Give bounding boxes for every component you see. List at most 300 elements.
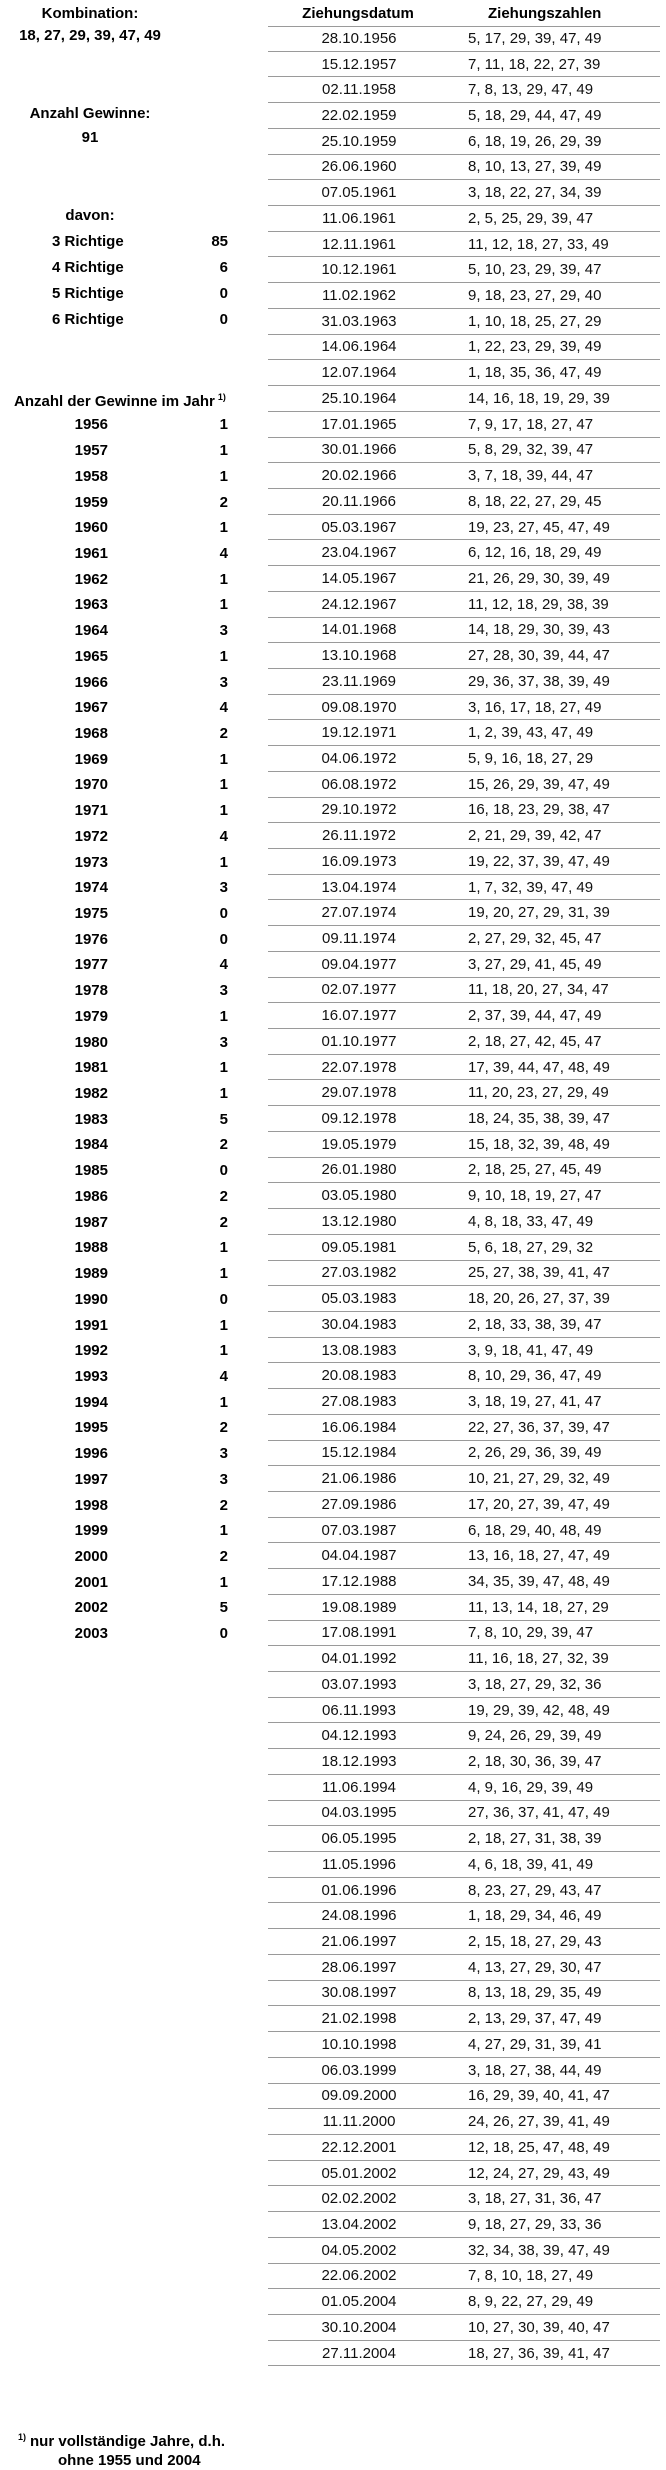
draw-numbers: 6, 18, 19, 26, 29, 39 — [468, 132, 602, 150]
year-win-count: 1 — [219, 802, 228, 820]
draw-date: 19.05.1979 — [321, 1135, 397, 1153]
year-win-count: 1 — [219, 776, 228, 794]
year-win-count: 1 — [219, 1239, 228, 1257]
draw-numbers: 3, 27, 29, 41, 45, 49 — [468, 955, 602, 973]
table-row — [268, 952, 660, 978]
table-row — [268, 2186, 660, 2212]
draw-date: 26.11.1972 — [322, 827, 396, 845]
draw-date: 04.04.1987 — [321, 1547, 397, 1565]
draw-date: 29.10.1972 — [321, 801, 397, 819]
draw-numbers: 2, 13, 29, 37, 47, 49 — [468, 2010, 602, 2028]
table-row — [268, 1209, 660, 1235]
table-row — [268, 1672, 660, 1698]
year-win-count: 1 — [219, 1059, 228, 1077]
draw-date: 09.05.1981 — [321, 1238, 397, 1256]
table-row — [268, 2084, 660, 2110]
year-value: 2000 — [74, 1547, 108, 1565]
year-value: 1971 — [74, 802, 108, 820]
draw-numbers: 19, 29, 39, 42, 48, 49 — [468, 1701, 610, 1719]
draw-date: 14.01.1968 — [321, 621, 397, 639]
draw-date: 04.03.1995 — [321, 1804, 397, 1822]
table-row — [268, 2109, 660, 2135]
draw-date: 27.11.2004 — [322, 2344, 396, 2362]
year-row — [0, 1132, 260, 1158]
year-win-count: 1 — [219, 1265, 228, 1283]
draw-numbers: 17, 20, 27, 39, 47, 49 — [468, 1495, 610, 1513]
table-row — [268, 232, 660, 258]
draw-date: 13.08.1983 — [321, 1341, 397, 1359]
table-row — [268, 1903, 660, 1929]
table-row — [268, 1029, 660, 1055]
year-win-count: 1 — [219, 442, 228, 460]
richtige-count: 6 — [219, 259, 228, 276]
draw-date: 21.06.1986 — [321, 1470, 397, 1488]
year-win-count: 1 — [219, 1573, 228, 1591]
draw-numbers: 9, 18, 27, 29, 33, 36 — [468, 2215, 602, 2233]
draw-date: 14.05.1967 — [321, 569, 397, 587]
draw-date: 19.12.1971 — [321, 724, 397, 742]
year-row — [0, 772, 260, 798]
year-row — [0, 1492, 260, 1518]
year-win-count: 1 — [219, 467, 228, 485]
draw-date: 16.07.1977 — [321, 1007, 397, 1025]
footnote-text: nur vollständige Jahre, d.h. — [30, 2433, 226, 2450]
draw-numbers: 19, 22, 37, 39, 47, 49 — [468, 852, 610, 870]
year-row — [0, 1184, 260, 1210]
year-win-count: 3 — [219, 879, 228, 897]
table-row — [268, 1981, 660, 2007]
draw-numbers: 5, 18, 29, 44, 47, 49 — [468, 107, 602, 125]
table-row — [268, 1878, 660, 1904]
year-row — [0, 721, 260, 747]
footnote-line-1 — [18, 2428, 225, 2451]
year-row — [0, 849, 260, 875]
draw-date: 12.07.1964 — [321, 364, 397, 382]
year-win-count: 2 — [219, 724, 228, 742]
davon-label: davon: — [65, 207, 115, 224]
draw-date: 03.05.1980 — [321, 1187, 397, 1205]
draw-date: 26.06.1960 — [321, 158, 397, 176]
draw-numbers: 7, 9, 17, 18, 27, 47 — [468, 415, 594, 433]
year-value: 2001 — [74, 1573, 108, 1591]
table-row — [268, 1955, 660, 1981]
table-row — [268, 1106, 660, 1132]
draw-date: 16.09.1973 — [321, 852, 397, 870]
draw-date: 15.12.1957 — [321, 55, 397, 73]
draw-numbers: 19, 23, 27, 45, 47, 49 — [468, 518, 610, 536]
draw-date: 11.02.1962 — [322, 287, 396, 305]
table-row — [268, 1723, 660, 1749]
table-row — [268, 2264, 660, 2290]
draw-numbers: 2, 37, 39, 44, 47, 49 — [468, 1007, 602, 1025]
year-win-count: 4 — [219, 544, 228, 562]
draw-date: 04.05.2002 — [321, 2241, 397, 2259]
table-row — [268, 1415, 660, 1441]
draw-date: 01.10.1977 — [321, 1032, 397, 1050]
draw-numbers: 16, 29, 39, 40, 41, 47 — [468, 2087, 610, 2105]
year-win-count: 0 — [219, 1162, 228, 1180]
year-row — [0, 515, 260, 541]
draw-numbers: 7, 11, 18, 22, 27, 39 — [468, 55, 601, 73]
year-row — [0, 1441, 260, 1467]
year-value: 1966 — [74, 673, 108, 691]
draw-numbers: 25, 27, 38, 39, 41, 47 — [468, 1264, 610, 1282]
year-row — [0, 566, 260, 592]
year-value: 1986 — [74, 1187, 108, 1205]
year-win-count: 3 — [219, 673, 228, 691]
table-row — [268, 463, 660, 489]
draw-numbers: 11, 13, 14, 18, 27, 29 — [468, 1598, 609, 1616]
draw-date: 28.10.1956 — [321, 30, 397, 48]
draw-numbers: 19, 20, 27, 29, 31, 39 — [468, 904, 610, 922]
year-value: 1980 — [74, 1033, 108, 1051]
draw-numbers: 8, 10, 29, 36, 47, 49 — [468, 1367, 602, 1385]
year-row — [0, 901, 260, 927]
draw-numbers: 4, 8, 18, 33, 47, 49 — [468, 1212, 594, 1230]
year-win-count: 5 — [219, 1110, 228, 1128]
draw-date: 30.10.2004 — [321, 2318, 397, 2336]
year-value: 1983 — [74, 1110, 108, 1128]
year-row — [0, 1235, 260, 1261]
draws-table-body — [268, 26, 660, 2366]
draw-date: 18.12.1993 — [321, 1753, 397, 1771]
table-row — [268, 1621, 660, 1647]
year-row — [0, 1209, 260, 1235]
kombination-value: 18, 27, 29, 39, 47, 49 — [19, 27, 161, 44]
year-row — [0, 1081, 260, 1107]
draw-numbers: 9, 18, 23, 27, 29, 40 — [468, 287, 602, 305]
draw-numbers: 8, 23, 27, 29, 43, 47 — [468, 1881, 602, 1899]
year-row — [0, 1004, 260, 1030]
draw-numbers: 4, 27, 29, 31, 39, 41 — [468, 2035, 602, 2053]
draw-numbers: 12, 18, 25, 47, 48, 49 — [468, 2138, 610, 2156]
draw-numbers: 11, 16, 18, 27, 32, 39 — [468, 1650, 609, 1668]
year-value: 1984 — [74, 1136, 108, 1154]
table-row — [268, 2058, 660, 2084]
year-value: 1985 — [74, 1162, 108, 1180]
year-win-count: 3 — [219, 1445, 228, 1463]
table-row — [268, 2032, 660, 2058]
draw-numbers: 3, 16, 17, 18, 27, 49 — [468, 698, 602, 716]
year-value: 1969 — [74, 750, 108, 768]
year-win-count: 3 — [219, 622, 228, 640]
draw-date: 23.04.1967 — [321, 544, 397, 562]
draw-numbers: 5, 6, 18, 27, 29, 32 — [468, 1238, 594, 1256]
richtige-label: 6 Richtige — [52, 311, 124, 328]
draw-numbers: 3, 18, 19, 27, 41, 47 — [468, 1392, 602, 1410]
year-win-count: 2 — [219, 1187, 228, 1205]
draw-date: 26.01.1980 — [321, 1161, 397, 1179]
draw-date: 17.12.1988 — [321, 1572, 397, 1590]
year-win-count: 0 — [219, 1625, 228, 1643]
draw-numbers: 1, 18, 35, 36, 47, 49 — [468, 364, 602, 382]
draw-numbers: 5, 10, 23, 29, 39, 47 — [468, 261, 602, 279]
year-value: 1975 — [74, 905, 108, 923]
footnote — [18, 2428, 225, 2470]
year-row — [0, 1364, 260, 1390]
table-row — [268, 155, 660, 181]
table-row — [268, 798, 660, 824]
draw-numbers: 4, 6, 18, 39, 41, 49 — [468, 1855, 594, 1873]
draw-numbers: 1, 7, 32, 39, 47, 49 — [468, 878, 594, 896]
table-row — [268, 129, 660, 155]
year-value: 1964 — [74, 622, 108, 640]
draw-numbers: 7, 8, 13, 29, 47, 49 — [468, 81, 594, 99]
year-row — [0, 746, 260, 772]
table-row — [268, 1389, 660, 1415]
year-value: 1963 — [74, 596, 108, 614]
draw-numbers: 2, 18, 33, 38, 39, 47 — [468, 1315, 602, 1333]
draw-numbers: 1, 2, 39, 43, 47, 49 — [468, 724, 594, 742]
table-row — [268, 360, 660, 386]
table-row — [268, 1543, 660, 1569]
draw-numbers: 11, 18, 20, 27, 34, 47 — [468, 981, 609, 999]
year-win-count: 1 — [219, 750, 228, 768]
year-value: 1981 — [74, 1059, 108, 1077]
year-win-count: 0 — [219, 930, 228, 948]
year-row — [0, 1286, 260, 1312]
draw-date: 30.01.1966 — [321, 441, 397, 459]
richtige-count: 0 — [219, 311, 228, 328]
year-value: 1998 — [74, 1496, 108, 1514]
table-row — [268, 2212, 660, 2238]
draw-date: 25.10.1959 — [321, 132, 397, 150]
table-row — [268, 1158, 660, 1184]
year-win-count: 1 — [219, 596, 228, 614]
year-win-count: 3 — [219, 1033, 228, 1051]
year-row — [0, 1595, 260, 1621]
draw-numbers: 1, 18, 29, 34, 46, 49 — [468, 1907, 602, 1925]
draw-numbers: 29, 36, 37, 38, 39, 49 — [468, 672, 610, 690]
year-row — [0, 798, 260, 824]
table-row — [268, 1466, 660, 1492]
draw-date: 05.03.1983 — [321, 1290, 397, 1308]
year-row — [0, 1029, 260, 1055]
draw-date: 05.03.1967 — [321, 518, 397, 536]
draw-numbers: 22, 27, 36, 37, 39, 47 — [468, 1418, 610, 1436]
table-row — [268, 823, 660, 849]
draw-date: 22.07.1978 — [321, 1058, 397, 1076]
year-win-count: 1 — [219, 647, 228, 665]
year-value: 1992 — [74, 1342, 108, 1360]
table-row — [268, 283, 660, 309]
draw-date: 02.02.2002 — [321, 2190, 397, 2208]
table-row — [268, 2289, 660, 2315]
draw-numbers: 5, 8, 29, 32, 39, 47 — [468, 441, 594, 459]
year-win-count: 1 — [219, 1393, 228, 1411]
year-value: 1996 — [74, 1445, 108, 1463]
year-value: 1970 — [74, 776, 108, 794]
table-row — [268, 386, 660, 412]
table-row — [268, 1775, 660, 1801]
table-row — [268, 335, 660, 361]
draw-numbers: 3, 18, 27, 31, 36, 47 — [468, 2190, 602, 2208]
draw-date: 13.10.1968 — [321, 647, 397, 665]
draw-numbers: 8, 18, 22, 27, 29, 45 — [468, 492, 602, 510]
year-value: 1961 — [74, 544, 108, 562]
year-row — [0, 695, 260, 721]
kombination-label: Kombination: — [41, 5, 139, 22]
draw-numbers: 2, 15, 18, 27, 29, 43 — [468, 1933, 602, 1951]
year-win-count: 1 — [219, 1316, 228, 1334]
year-win-count: 4 — [219, 956, 228, 974]
draw-date: 10.10.1998 — [321, 2035, 397, 2053]
draw-date: 27.08.1983 — [321, 1392, 397, 1410]
year-value: 2003 — [74, 1625, 108, 1643]
year-value: 1967 — [74, 699, 108, 717]
table-row — [268, 1749, 660, 1775]
draw-date: 22.02.1959 — [321, 107, 397, 125]
draw-date: 04.06.1972 — [321, 749, 397, 767]
year-row — [0, 1466, 260, 1492]
year-win-count: 3 — [219, 982, 228, 1000]
table-row — [268, 669, 660, 695]
year-win-count: 4 — [219, 699, 228, 717]
per-year-title-text: Anzahl der Gewinne im Jahr — [14, 393, 215, 410]
table-row — [268, 1080, 660, 1106]
year-row — [0, 1415, 260, 1441]
year-value: 1999 — [74, 1522, 108, 1540]
draw-numbers: 6, 18, 29, 40, 48, 49 — [468, 1521, 602, 1539]
draw-numbers: 8, 10, 13, 27, 39, 49 — [468, 158, 602, 176]
year-value: 1991 — [74, 1316, 108, 1334]
draw-numbers: 15, 26, 29, 39, 47, 49 — [468, 775, 610, 793]
draw-numbers: 2, 18, 27, 42, 45, 47 — [468, 1032, 602, 1050]
draw-numbers: 32, 34, 38, 39, 47, 49 — [468, 2241, 610, 2259]
year-win-count: 2 — [219, 1496, 228, 1514]
year-row — [0, 489, 260, 515]
draw-numbers: 8, 9, 22, 27, 29, 49 — [468, 2293, 594, 2311]
table-row — [268, 1183, 660, 1209]
table-row — [268, 1003, 660, 1029]
draw-date: 31.03.1963 — [321, 312, 397, 330]
year-value: 1997 — [74, 1470, 108, 1488]
year-row — [0, 952, 260, 978]
richtige-label: 3 Richtige — [52, 233, 124, 250]
richtige-count: 0 — [219, 285, 228, 302]
draw-date: 07.03.1987 — [321, 1521, 397, 1539]
table-row — [268, 618, 660, 644]
draw-date: 17.08.1991 — [321, 1624, 397, 1642]
table-row — [268, 77, 660, 103]
draw-numbers: 7, 8, 10, 29, 39, 47 — [468, 1624, 594, 1642]
draw-date: 11.05.1996 — [322, 1855, 396, 1873]
year-win-count: 1 — [219, 1522, 228, 1540]
table-row — [268, 566, 660, 592]
table-row — [268, 1261, 660, 1287]
year-value: 1958 — [74, 467, 108, 485]
year-value: 1965 — [74, 647, 108, 665]
year-value: 1987 — [74, 1213, 108, 1231]
draw-date: 30.08.1997 — [321, 1984, 397, 2002]
draw-numbers: 5, 17, 29, 39, 47, 49 — [468, 30, 602, 48]
draw-date: 06.05.1995 — [321, 1830, 397, 1848]
year-win-count: 1 — [219, 1342, 228, 1360]
year-row — [0, 1518, 260, 1544]
draw-numbers: 1, 10, 18, 25, 27, 29 — [468, 312, 602, 330]
draw-numbers: 21, 26, 29, 30, 39, 49 — [468, 569, 610, 587]
table-row — [268, 103, 660, 129]
year-value: 1988 — [74, 1239, 108, 1257]
draw-date: 03.07.1993 — [321, 1675, 397, 1693]
table-row — [268, 746, 660, 772]
draw-numbers: 14, 18, 29, 30, 39, 43 — [468, 621, 610, 639]
year-win-count: 2 — [219, 1136, 228, 1154]
year-value: 1978 — [74, 982, 108, 1000]
draw-numbers: 2, 18, 25, 27, 45, 49 — [468, 1161, 602, 1179]
table-row — [268, 1492, 660, 1518]
table-row — [268, 1363, 660, 1389]
table-row — [268, 1852, 660, 1878]
table-row — [268, 1518, 660, 1544]
column-header-numbers: Ziehungszahlen — [488, 4, 602, 22]
year-win-count: 2 — [219, 1213, 228, 1231]
year-win-count: 3 — [219, 1470, 228, 1488]
draw-date: 09.12.1978 — [321, 1110, 397, 1128]
draw-numbers: 14, 16, 18, 19, 29, 39 — [468, 389, 610, 407]
draw-date: 27.03.1982 — [321, 1264, 397, 1282]
table-row — [268, 720, 660, 746]
draw-numbers: 3, 7, 18, 39, 44, 47 — [468, 467, 594, 485]
year-row — [0, 1312, 260, 1338]
draw-numbers: 4, 9, 16, 29, 39, 49 — [468, 1778, 594, 1796]
year-value: 1968 — [74, 724, 108, 742]
year-value: 1976 — [74, 930, 108, 948]
table-row — [268, 900, 660, 926]
draw-numbers: 7, 8, 10, 18, 27, 49 — [468, 2267, 594, 2285]
year-value: 1962 — [74, 570, 108, 588]
table-row — [268, 206, 660, 232]
year-win-count: 4 — [219, 827, 228, 845]
year-row — [0, 1338, 260, 1364]
richtige-label: 5 Richtige — [52, 285, 124, 302]
draw-numbers: 5, 9, 16, 18, 27, 29 — [468, 749, 594, 767]
draw-date: 02.07.1977 — [321, 981, 397, 999]
table-row — [268, 309, 660, 335]
draw-date: 01.05.2004 — [321, 2293, 397, 2311]
year-row — [0, 1544, 260, 1570]
draw-date: 16.06.1984 — [321, 1418, 397, 1436]
draw-numbers: 3, 18, 27, 29, 32, 36 — [468, 1675, 602, 1693]
draw-date: 09.08.1970 — [321, 698, 397, 716]
table-row — [268, 1569, 660, 1595]
table-row — [268, 1698, 660, 1724]
draw-date: 28.06.1997 — [321, 1958, 397, 1976]
table-row — [268, 1826, 660, 1852]
draw-date: 19.08.1989 — [321, 1598, 397, 1616]
year-value: 1960 — [74, 519, 108, 537]
draw-date: 02.11.1958 — [322, 81, 396, 99]
table-row — [268, 1132, 660, 1158]
year-win-count: 2 — [219, 493, 228, 511]
year-win-count: 1 — [219, 416, 228, 434]
table-row — [268, 2006, 660, 2032]
year-value: 2002 — [74, 1599, 108, 1617]
draw-numbers: 2, 18, 30, 36, 39, 47 — [468, 1753, 602, 1771]
draw-numbers: 24, 26, 27, 39, 41, 49 — [468, 2113, 610, 2131]
draw-date: 11.06.1994 — [322, 1778, 396, 1796]
draw-numbers: 18, 24, 35, 38, 39, 47 — [468, 1110, 610, 1128]
draw-numbers: 2, 27, 29, 32, 45, 47 — [468, 930, 602, 948]
year-row — [0, 541, 260, 567]
draw-date: 05.01.2002 — [321, 2164, 397, 2182]
year-value: 1990 — [74, 1290, 108, 1308]
draw-date: 25.10.1964 — [321, 389, 397, 407]
year-value: 1959 — [74, 493, 108, 511]
table-row — [268, 695, 660, 721]
year-row — [0, 824, 260, 850]
table-row — [268, 2238, 660, 2264]
